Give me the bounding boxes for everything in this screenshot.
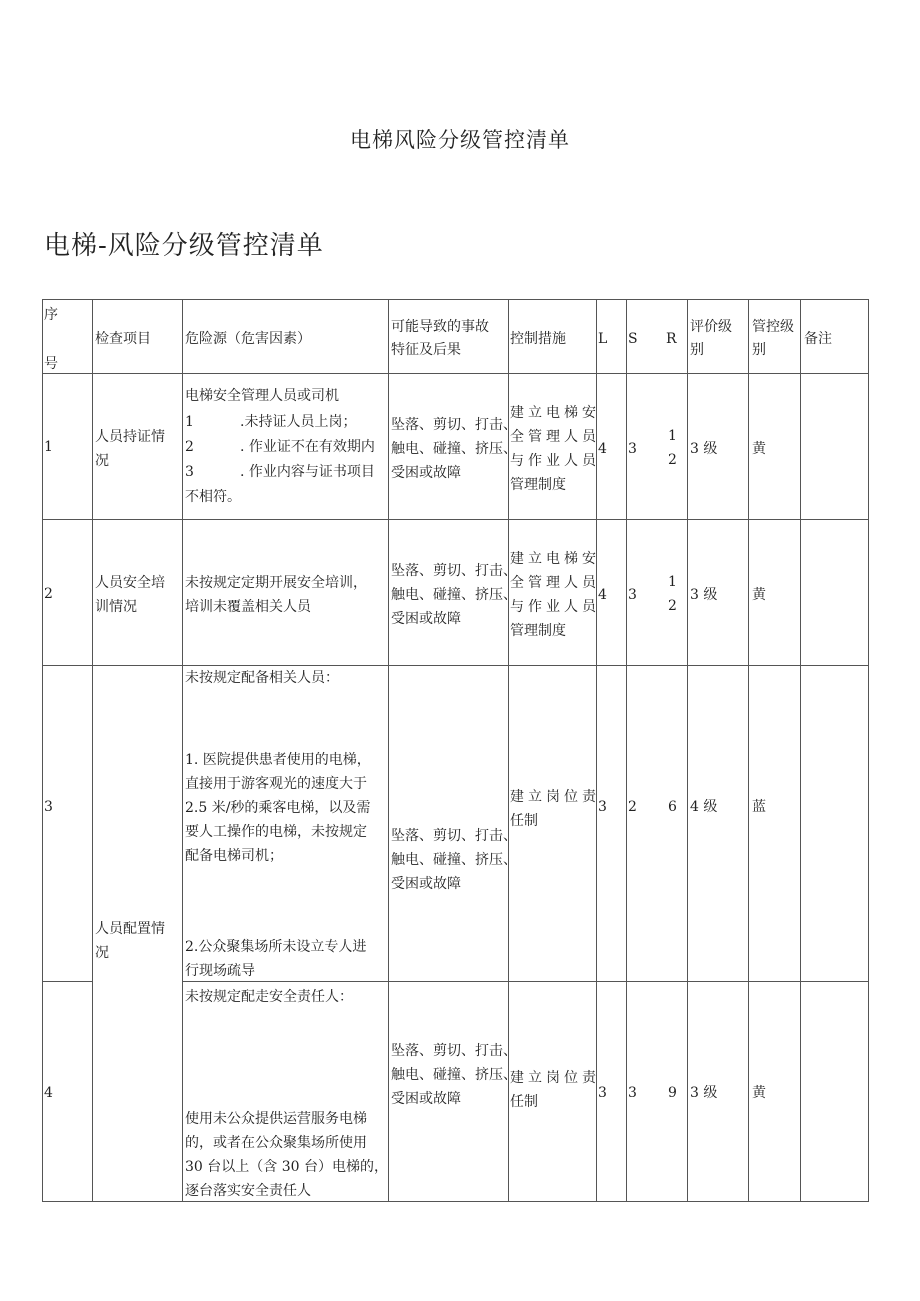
row1-hazard-text-1: .未持证人员上岗； [240, 414, 357, 430]
header-consequence: 可能导致的事故 [391, 319, 489, 335]
row1-consequence-2: 触电、碰撞、挤压、 [391, 441, 517, 457]
document-title: 电梯风险分级管控清单 [350, 128, 570, 152]
row2-control-2: 全管理人员 [510, 575, 596, 591]
row3-hazard-line-2: 直接用于游客观光的速度大于 [185, 776, 367, 792]
header-item: 检查项目 [95, 331, 151, 347]
header-seq-2: 号 [44, 356, 58, 372]
row1-control-3: 与作业人员 [510, 453, 596, 469]
row4-consequence-2: 触电、碰撞、挤压、 [391, 1067, 517, 1083]
row1-hazard-num-2: 2 [185, 439, 194, 455]
header-mgmt-2: 别 [752, 342, 766, 358]
row4-consequence: 坠落、剪切、打击、 [391, 1043, 517, 1059]
row3-hazard-line-6: 2.公众聚集场所未设立专人进 [185, 939, 367, 955]
row1-consequence-3: 受困或故障 [391, 465, 461, 481]
row3-hazard-line-7: 行现场疏导 [185, 963, 255, 979]
row3-hazard-line-3: 2.5 米/秒的乘客电梯，以及需 [185, 800, 371, 816]
row4-control-2: 任制 [510, 1094, 538, 1110]
row2-control-4: 管理制度 [510, 623, 566, 639]
row2-l: 4 [598, 587, 607, 603]
header-control: 控制措施 [510, 331, 566, 347]
header-eval: 评价级 [690, 319, 732, 335]
row1-seq: 1 [44, 439, 53, 455]
row1-r: 1 [668, 428, 677, 444]
row2-mgmt: 黄 [752, 587, 766, 603]
header-seq: 序 [44, 307, 58, 323]
row2-item-2: 训情况 [95, 599, 137, 615]
row3-hazard-intro: 未按规定配备相关人员： [185, 670, 339, 686]
row2-eval: 3 级 [690, 587, 718, 603]
row3-control: 建立岗位责 [510, 789, 596, 805]
row1-hazard: 电梯安全管理人员或司机 [185, 388, 339, 404]
row3-r: 6 [668, 799, 677, 815]
row1-consequence: 坠落、剪切、打击、 [391, 417, 517, 433]
row3-item: 人员配置情 [95, 921, 165, 937]
row3-consequence-2: 触电、碰撞、挤压、 [391, 852, 517, 868]
row4-l: 3 [598, 1085, 607, 1101]
row1-hazard-num-1: 1 [185, 414, 194, 430]
row2-r: 1 [668, 574, 677, 590]
row1-s: 3 [628, 441, 637, 457]
row1-hazard-tail: 不相符。 [185, 489, 241, 505]
row3-l: 3 [598, 799, 607, 815]
row3-mgmt: 蓝 [752, 799, 766, 815]
row1-control-2: 全管理人员 [510, 429, 596, 445]
row2-consequence-3: 受困或故障 [391, 611, 461, 627]
row3-hazard-line-1: 1. 医院提供患者使用的电梯， [185, 752, 371, 768]
row2-consequence: 坠落、剪切、打击、 [391, 563, 517, 579]
row1-r-2: 2 [668, 452, 677, 468]
row1-hazard-text-2: . 作业证不在有效期内 [240, 439, 375, 455]
row1-item-2: 况 [95, 453, 109, 469]
row1-hazard-num-3: 3 [185, 464, 194, 480]
header-s: S [628, 331, 638, 347]
row4-s: 3 [628, 1085, 637, 1101]
row1-control: 建立电梯安 [510, 405, 596, 421]
row4-mgmt: 黄 [752, 1085, 766, 1101]
row3-control-2: 任制 [510, 813, 538, 829]
header-mgmt: 管控级 [752, 319, 794, 335]
row1-control-4: 管理制度 [510, 477, 566, 493]
section-title: 电梯-风险分级管控清单 [44, 231, 324, 261]
row3-item-2: 况 [95, 945, 109, 961]
row2-seq: 2 [44, 586, 53, 602]
row3-seq: 3 [44, 799, 53, 815]
row1-l: 4 [598, 441, 607, 457]
row3-hazard-line-4: 要人工操作的电梯，未按规定 [185, 824, 367, 840]
row3-consequence-3: 受困或故障 [391, 876, 461, 892]
row2-item: 人员安全培 [95, 575, 165, 591]
row4-seq: 4 [44, 1085, 53, 1101]
row1-mgmt: 黄 [752, 441, 766, 457]
row4-control: 建立岗位责 [510, 1070, 596, 1086]
row3-eval: 4 级 [690, 799, 718, 815]
header-note: 备注 [804, 331, 832, 347]
row4-hazard-line-3: 30 台以上（含 30 台）电梯的， [185, 1159, 388, 1175]
row4-hazard-line-2: 的，或者在公众聚集场所使用 [185, 1135, 367, 1151]
row2-r-2: 2 [668, 598, 677, 614]
header-eval-2: 别 [690, 342, 704, 358]
header-r: R [666, 331, 677, 347]
row1-eval: 3 级 [690, 441, 718, 457]
row2-hazard: 未按规定定期开展安全培训， [185, 575, 367, 591]
row4-hazard-intro: 未按规定配走安全责任人： [185, 989, 353, 1005]
row2-control-3: 与作业人员 [510, 599, 596, 615]
row1-hazard-text-3: . 作业内容与证书项目 [240, 464, 375, 480]
row3-s: 2 [628, 799, 637, 815]
row3-consequence: 坠落、剪切、打击、 [391, 828, 517, 844]
row2-control: 建立电梯安 [510, 551, 596, 567]
row4-r: 9 [668, 1085, 677, 1101]
header-hazard: 危险源（危害因素） [185, 331, 311, 347]
header-consequence-2: 特征及后果 [391, 342, 461, 358]
header-l: L [598, 331, 608, 347]
row1-item: 人员持证情 [95, 429, 165, 445]
row4-consequence-3: 受困或故障 [391, 1091, 461, 1107]
row2-s: 3 [628, 587, 637, 603]
row4-hazard-line-4: 逐台落实安全责任人 [185, 1183, 311, 1199]
row2-hazard-2: 培训未覆盖相关人员 [185, 599, 311, 615]
row2-consequence-2: 触电、碰撞、挤压、 [391, 587, 517, 603]
row4-eval: 3 级 [690, 1085, 718, 1101]
row4-hazard-line-1: 使用未公众提供运营服务电梯 [185, 1111, 367, 1127]
row3-hazard-line-5: 配备电梯司机； [185, 848, 283, 864]
